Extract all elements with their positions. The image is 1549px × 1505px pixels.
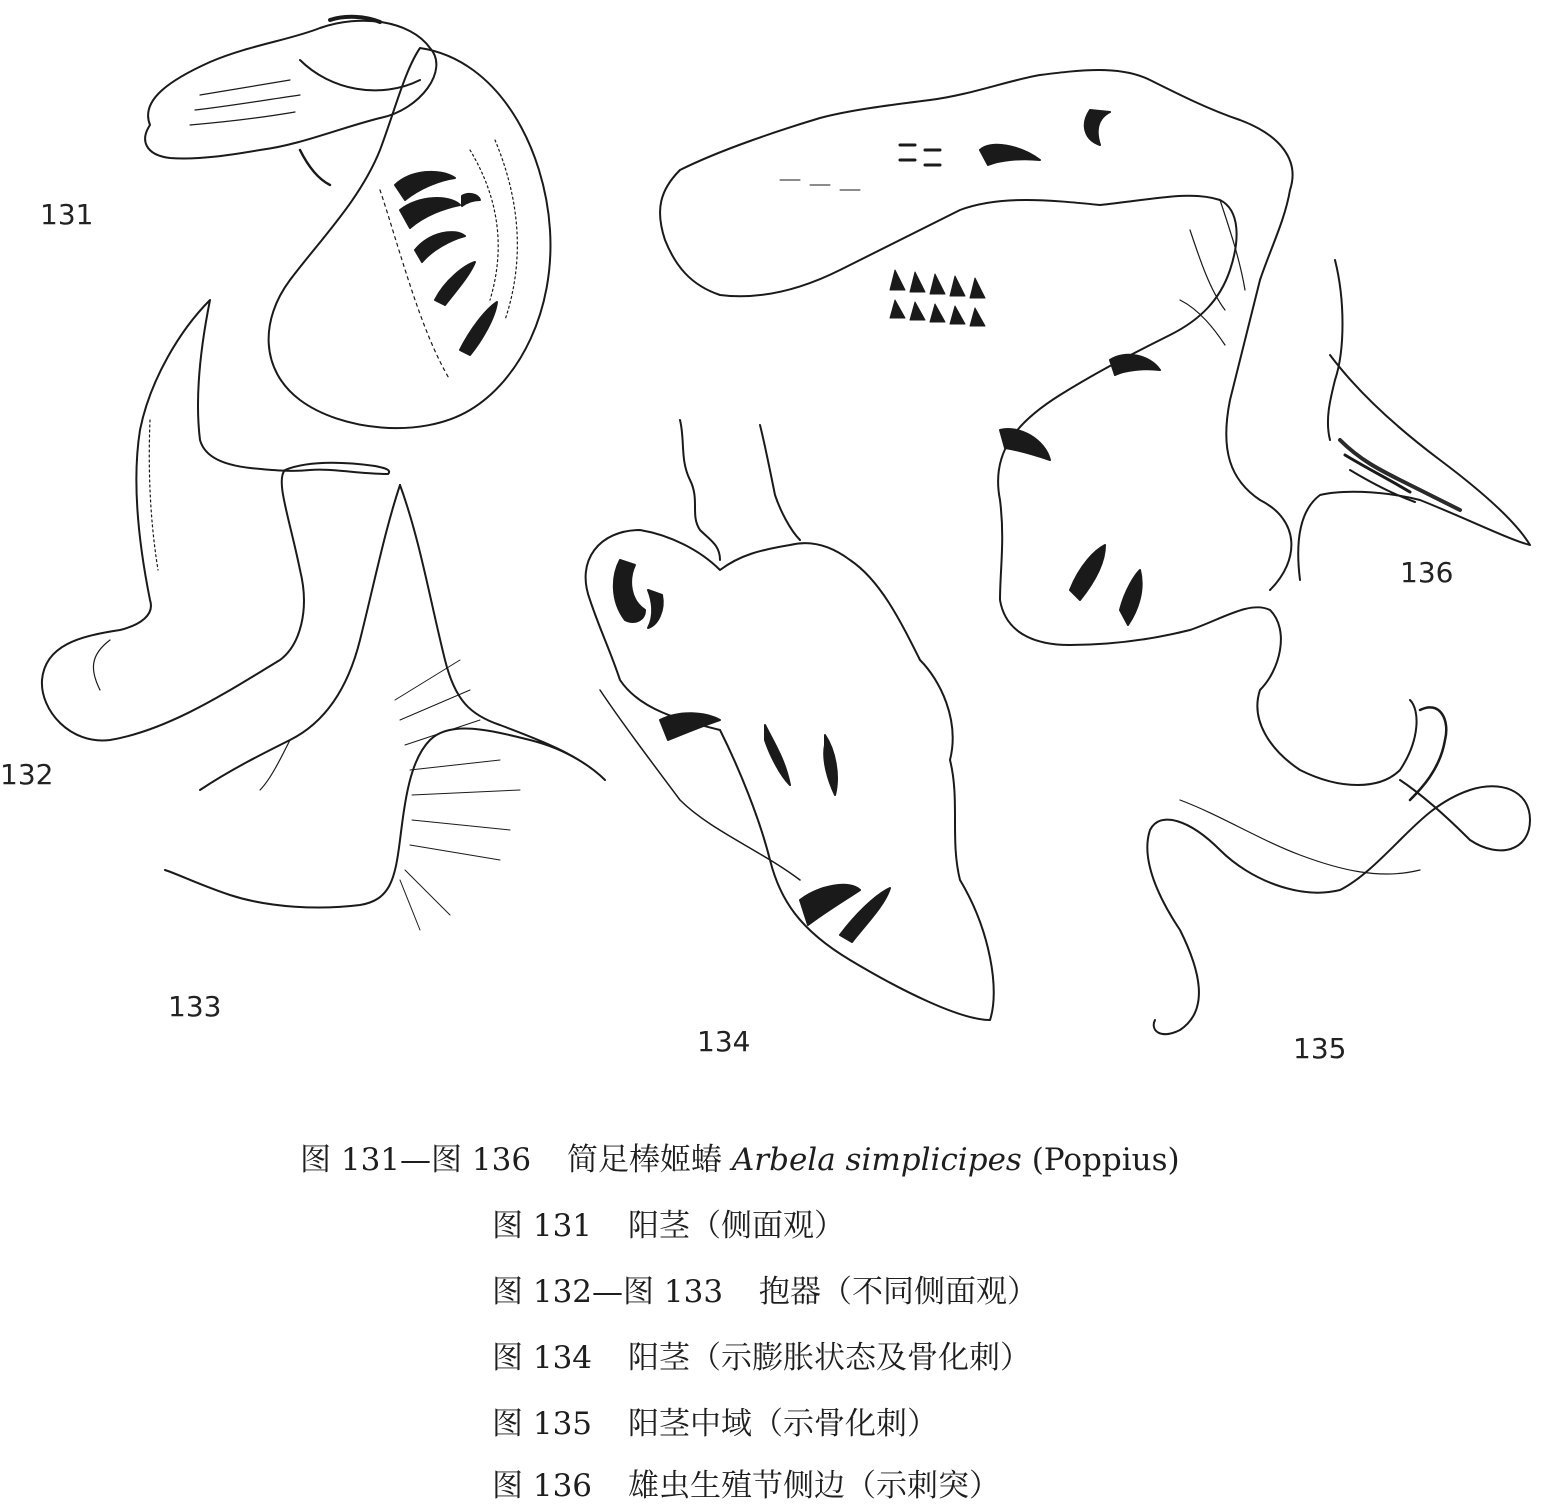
- caption-item-figure: 图 132—图 133: [492, 1274, 724, 1310]
- figure-label-132: 132: [0, 758, 54, 791]
- caption-item: [492, 1460, 1000, 1505]
- caption-item: [492, 1332, 1031, 1377]
- figure-136-drawing: [1298, 260, 1530, 580]
- figure-caption: [0, 1120, 1549, 1504]
- figure-label-134: 134: [697, 1025, 751, 1058]
- caption-item-figure: 图 136: [492, 1468, 593, 1504]
- caption-item: [492, 1200, 845, 1245]
- figure-label-136: 136: [1400, 556, 1454, 589]
- caption-item-figure: 图 135: [492, 1406, 593, 1442]
- caption-item-description: 阳茎（示膨胀状态及骨化刺）: [628, 1340, 1032, 1376]
- caption-author: (Poppius): [1031, 1142, 1180, 1178]
- caption-title: [300, 1134, 1180, 1179]
- caption-item-figure: 图 131: [492, 1208, 593, 1244]
- figure-label-133: 133: [168, 990, 222, 1023]
- figure-133-drawing: [165, 485, 605, 930]
- figure-134-drawing: [586, 420, 994, 1020]
- caption-item-description: 雄虫生殖节侧边（示刺突）: [628, 1468, 1001, 1504]
- caption-title-prefix: 图 131—图 136: [300, 1142, 532, 1178]
- caption-scientific-name: Arbela simplicipes: [731, 1142, 1022, 1178]
- figure-label-135: 135: [1293, 1032, 1347, 1065]
- caption-item-description: 阳茎中域（示骨化刺）: [628, 1406, 939, 1442]
- caption-item-description: 抱器（不同侧面观）: [759, 1274, 1039, 1310]
- caption-chinese-name: 简足棒姬蝽: [567, 1142, 723, 1178]
- caption-item: [492, 1266, 1038, 1311]
- caption-item-description: 阳茎（侧面观）: [628, 1208, 846, 1244]
- caption-item: [492, 1398, 938, 1443]
- figure-label-131: 131: [40, 198, 94, 231]
- figure-135-drawing: [660, 70, 1530, 1034]
- figure-131-drawing: [145, 17, 550, 428]
- caption-item-figure: 图 134: [492, 1340, 593, 1376]
- figure-132-drawing: [42, 300, 389, 740]
